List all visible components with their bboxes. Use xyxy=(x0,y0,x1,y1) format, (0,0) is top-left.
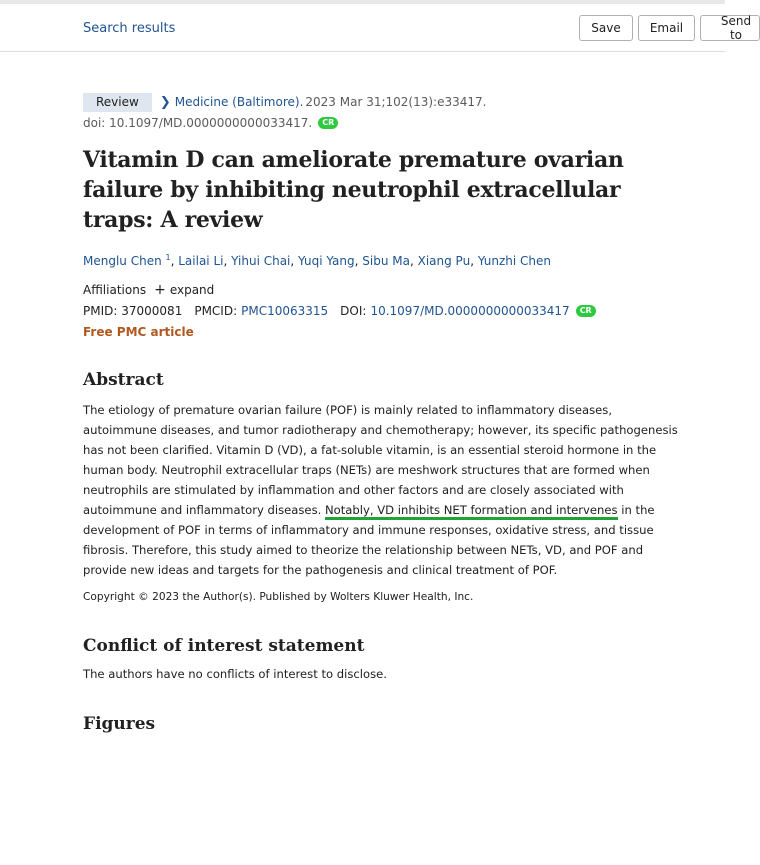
author-link[interactable]: Yihui Chai xyxy=(231,254,291,268)
email-button[interactable]: Email xyxy=(638,15,695,41)
pmid-value: 37000081 xyxy=(121,304,183,318)
affiliations-label: Affiliations xyxy=(83,283,147,297)
publication-type-badge: Review xyxy=(83,93,152,112)
figures-heading: Figures xyxy=(83,714,156,734)
expand-label: expand xyxy=(169,283,215,297)
author-list: Menglu Chen $^1$, Lailai Li, Yihui Chai, Yuqi Yang, Sibu Ma, Xiang Pu, Yunzhi Chen xyxy=(83,253,552,268)
affiliation-sup[interactable]: 1 xyxy=(165,253,171,262)
author-link[interactable]: Xiang Pu xyxy=(417,254,471,268)
doi-link[interactable]: 10.1097/MD.0000000000033417 xyxy=(370,304,570,318)
article-meta xyxy=(83,92,683,112)
send-to-button[interactable]: Send to xyxy=(700,15,760,41)
abstract-part-1: The etiology of premature ovarian failure (POF) is mainly related to inflammatory diseases, autoimmune diseases, and tumor radiotherapy and chemotherapy; however, its specific pathogenesis has not been clarified. Vitamin D (VD), a fat-soluble vitamin, is an essential steroid hormone in the human body. Neutrophil extracellular traps (NETs) are meshwork structures that are formed when neutrophils are stimulated by inflammation and other factors and are closely associated with autoimmune and inflammatory diseases. xyxy=(83,403,678,517)
pmcid-link[interactable]: PMC10063315 xyxy=(241,304,329,318)
abstract-heading: Abstract xyxy=(83,370,164,390)
author-link[interactable]: Yunzhi Chen xyxy=(477,254,552,268)
doi-text: doi: 10.1097/MD.0000000000033417. xyxy=(83,116,313,130)
search-results-link[interactable]: Search results xyxy=(83,21,176,36)
author-link[interactable]: Yuqi Yang xyxy=(298,254,355,268)
plus-icon: + xyxy=(154,282,166,298)
copyright-text: Copyright © 2023 the Author(s). Published by Wolters Kluwer Health, Inc. xyxy=(83,591,474,603)
free-pmc-article-label[interactable]: Free PMC article xyxy=(83,325,194,339)
top-bar xyxy=(0,0,752,52)
pmcid-label: PMCID: xyxy=(194,304,238,318)
doi-line xyxy=(83,116,683,130)
pmid-label: PMID: xyxy=(83,304,118,318)
crossref-icon[interactable]: CR xyxy=(576,305,596,317)
author-link[interactable]: Sibu Ma xyxy=(362,254,410,268)
author-link[interactable]: Menglu Chen xyxy=(83,254,162,268)
article-title: Vitamin D can ameliorate premature ovarian failure by inhibiting neutrophil extracellular traps: A review xyxy=(83,147,624,233)
save-button[interactable]: Save xyxy=(579,15,633,41)
author-link[interactable]: Lailai Li xyxy=(178,254,224,268)
citation-text: 2023 Mar 31;102(13):e33417. xyxy=(305,95,487,109)
journal-link[interactable]: Medicine (Baltimore). xyxy=(174,95,304,109)
crossref-icon[interactable]: CR xyxy=(318,117,338,129)
doi-label: DOI: xyxy=(340,304,367,318)
abstract-text xyxy=(83,400,683,580)
highlighted-text: Notably, VD inhibits NET formation and intervenes xyxy=(325,503,618,520)
abstract-part-2: in the development of POF in terms of inflammatory and immune responses, oxidative stress, and tissue fibrosis. Therefore, this study aimed to theorize the relationship between NETs, VD, and POF and provide new ideas and targets for the pathogenesis and clinical treatment of POF. xyxy=(83,503,655,577)
conflict-heading: Conflict of interest statement xyxy=(83,636,365,656)
chevron-right-icon: ❯ xyxy=(159,94,171,110)
identifiers-row xyxy=(83,304,683,318)
conflict-text: The authors have no conflicts of interest to disclose. xyxy=(83,667,387,681)
affiliations-row xyxy=(83,282,683,298)
article-content xyxy=(83,92,683,734)
expand-affiliations-button[interactable] xyxy=(154,282,214,298)
